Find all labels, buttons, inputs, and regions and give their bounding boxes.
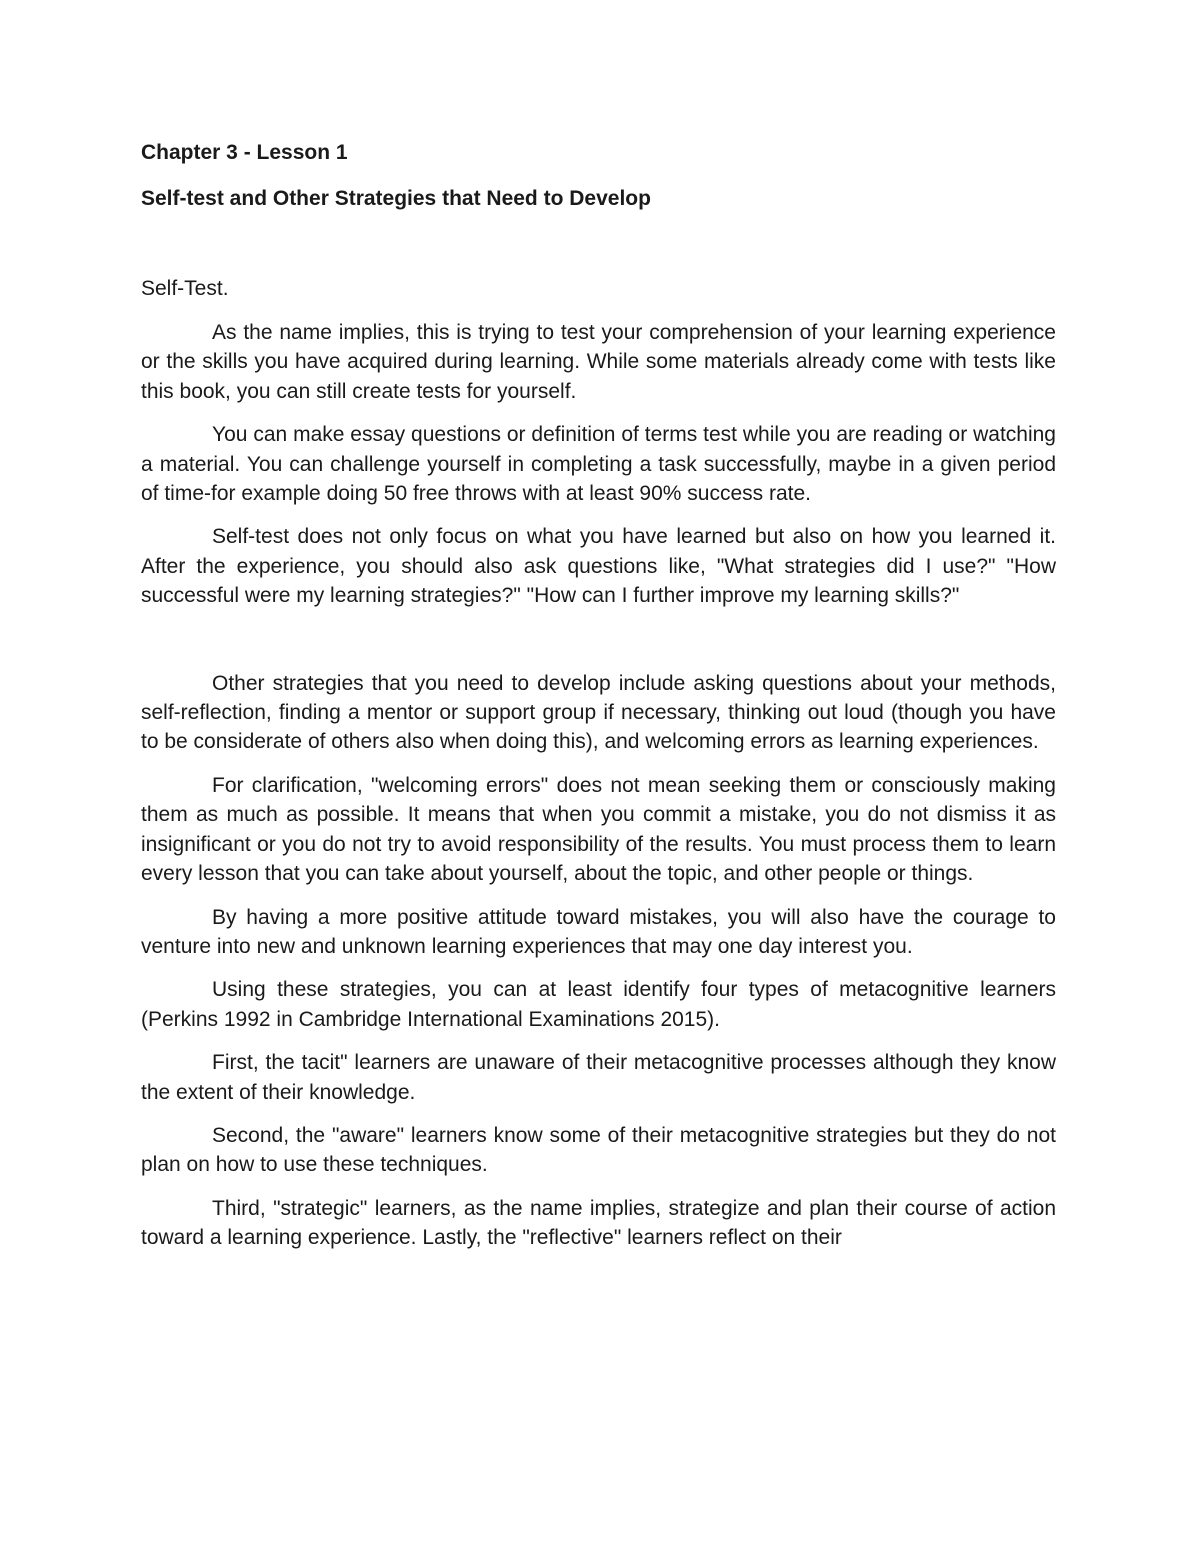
- paragraph: You can make essay questions or definition of terms test while you are reading or watching a material. You can challenge yourself in completing a task successfully, maybe in a given period of time-for example doing 50 free throws with at least 90% success rate.: [141, 423, 1056, 506]
- document-body: [141, 138, 1056, 1253]
- paragraph: Second, the "aware" learners know some of their metacognitive strategies but they do not plan on how to use these techniques.: [141, 1123, 1056, 1177]
- paragraph: Self-test does not only focus on what you have learned but also on how you learned it. After the experience, you should also ask questions like, "What strategies did I use?" "How successful were my learning strategies?" "How can I further improve my learning skills?": [141, 525, 1056, 608]
- paragraph: For clarification, "welcoming errors" does not mean seeking them or consciously making them as much as possible. It means that when you commit a mistake, you do not dismiss it as insignificant or you do not try to avoid responsibility of the results. You must process them to learn every lesson that you can take about yourself, about the topic, and other people or things.: [141, 773, 1056, 886]
- section-title: Self-Test.: [141, 277, 229, 300]
- paragraph: Other strategies that you need to develop include asking questions about your methods, self-reflection, finding a mentor or support group if necessary, thinking out loud (though you have to be considerate of others also when doing this), and welcoming errors as learning experiences.: [141, 671, 1056, 754]
- paragraph: By having a more positive attitude toward mistakes, you will also have the courage to venture into new and unknown learning experiences that may one day interest you.: [141, 905, 1056, 958]
- paragraph: Using these strategies, you can at least identify four types of metacognitive learners (Perkins 1992 in Cambridge International Examinations 2015).: [141, 978, 1056, 1031]
- chapter-heading: Chapter 3 - Lesson 1: [141, 141, 348, 164]
- paragraph: First, the tacit" learners are unaware of their metacognitive processes although they know the extent of their knowledge.: [141, 1051, 1056, 1104]
- paragraph: As the name implies, this is trying to test your comprehension of your learning experience or the skills you have acquired during learning. While some materials already come with tests like this book, you can still create tests for yourself.: [141, 321, 1056, 403]
- lesson-title: Self-test and Other Strategies that Need to Develop: [141, 187, 651, 210]
- paragraph: Third, "strategic" learners, as the name implies, strategize and plan their course of action toward a learning experience. Lastly, the "reflective" learners reflect on their: [141, 1196, 1056, 1250]
